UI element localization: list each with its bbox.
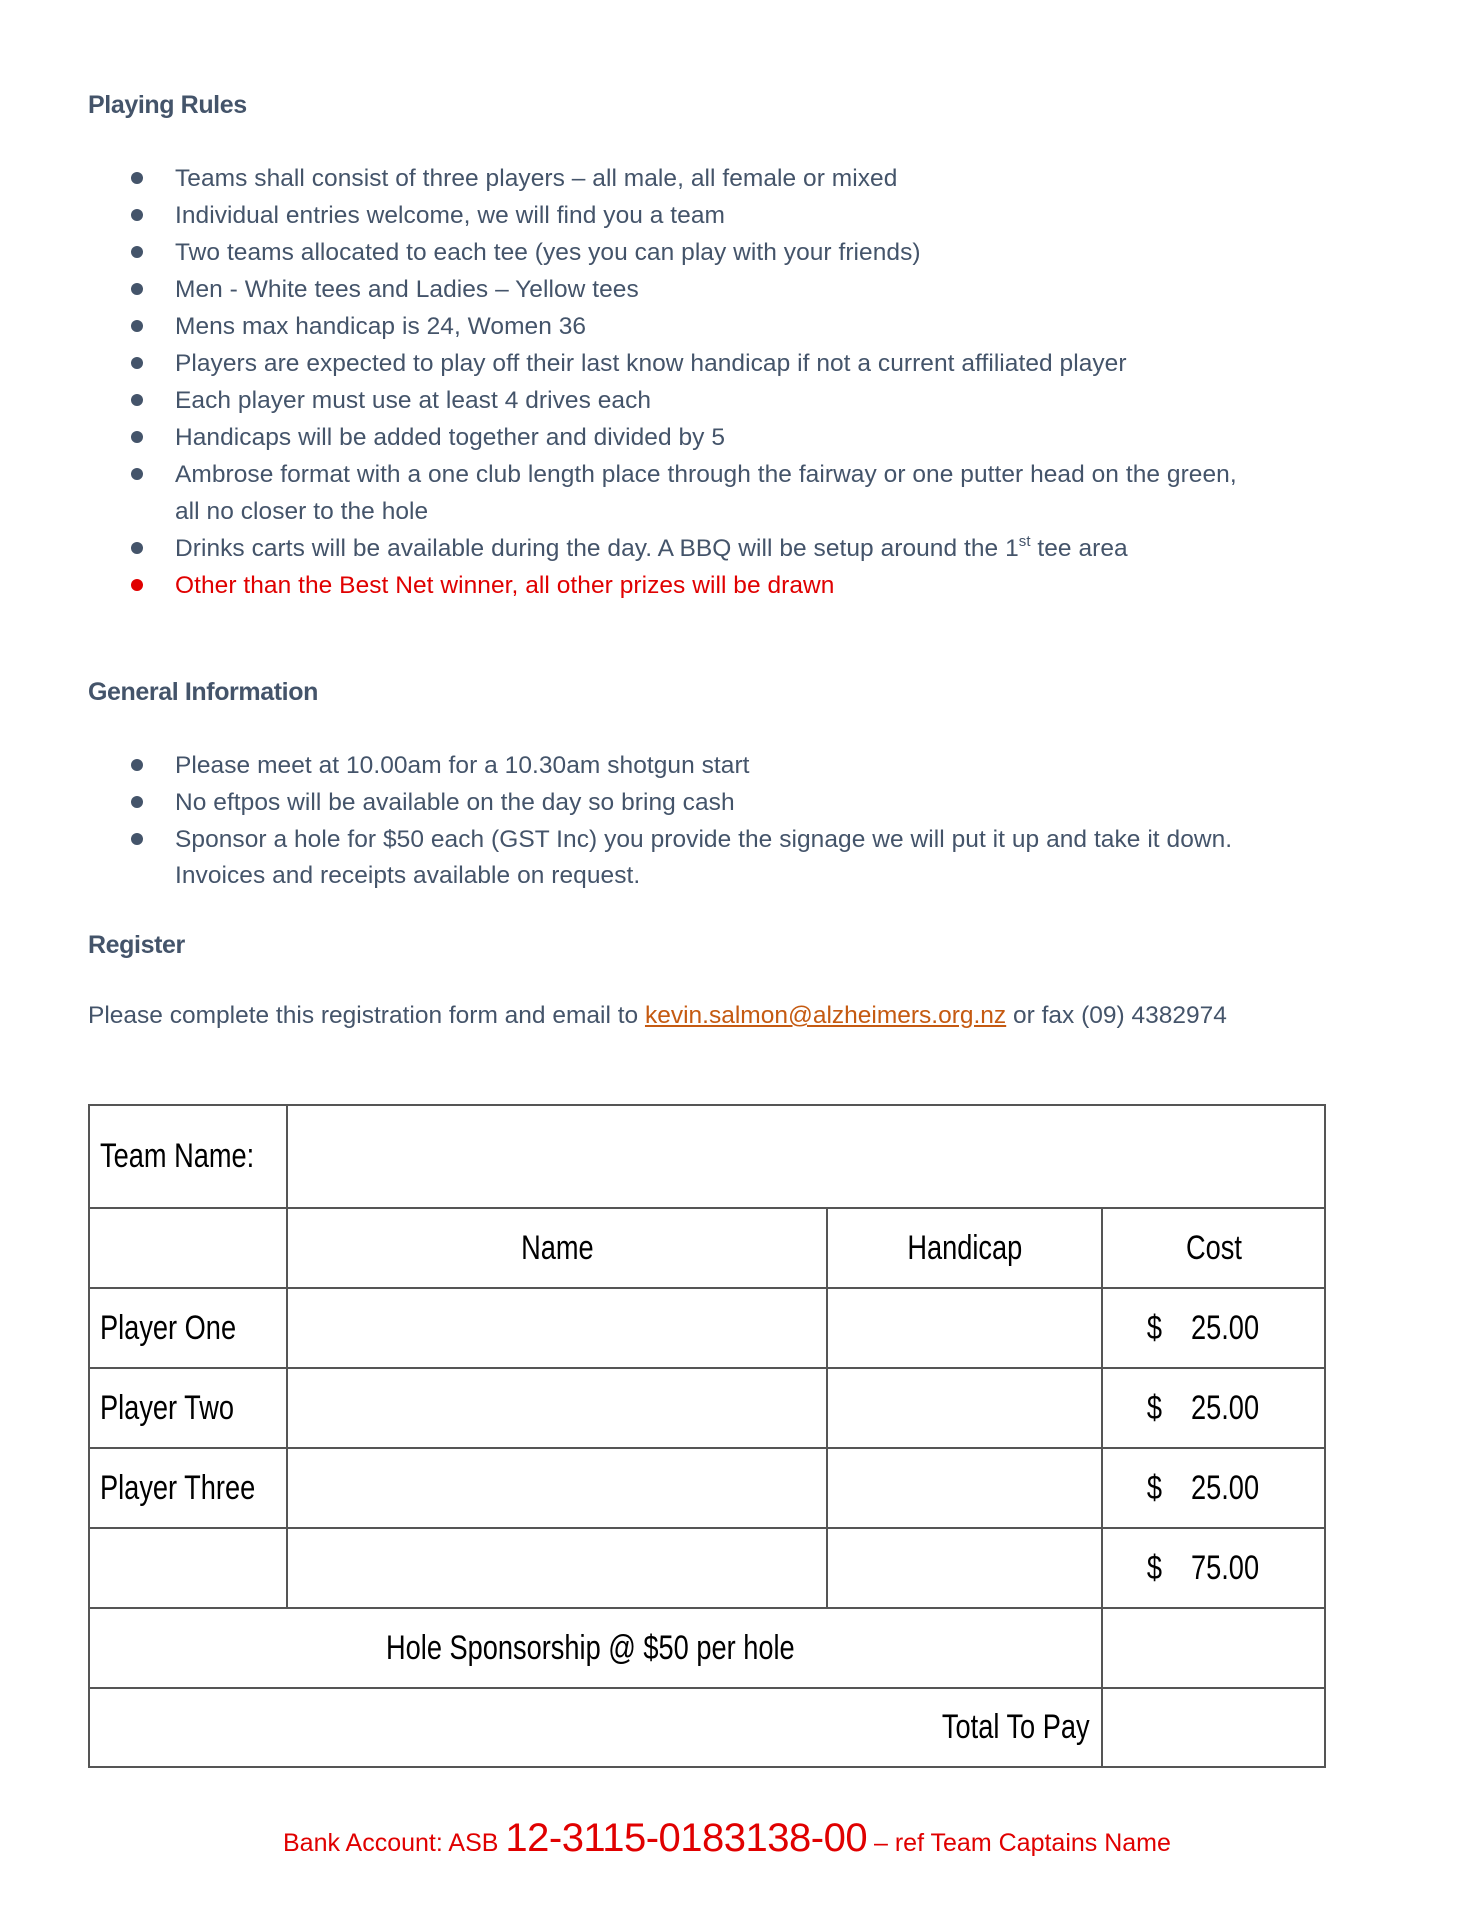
currency-symbol: $ (1146, 1548, 1163, 1587)
player-one-handicap-input[interactable] (828, 1289, 1101, 1367)
currency-symbol: $ (1146, 1308, 1163, 1347)
table-border (88, 1766, 1326, 1768)
rule-text: Other than the Best Net winner, all other prizes will be drawn (175, 572, 835, 599)
info-text: Please meet at 10.00am for a 10.30am shotgun start (175, 752, 750, 779)
bullet-icon (131, 283, 143, 295)
table-border (1324, 1104, 1326, 1768)
currency-symbol: $ (1146, 1388, 1163, 1427)
bank-reference: – ref Team Captains Name (867, 1829, 1171, 1857)
player-two-name-input[interactable] (288, 1369, 826, 1447)
rule-text: Individual entries welcome, we will find you a team (175, 202, 725, 229)
player-one-name-input[interactable] (288, 1289, 826, 1367)
playing-rules-heading: Playing Rules (88, 91, 247, 119)
bullet-icon (131, 246, 143, 258)
bullet-icon (131, 796, 143, 808)
cost-amount: 75.00 (1191, 1548, 1260, 1587)
player-one-label: Player One (100, 1308, 237, 1347)
info-text-continuation: Invoices and receipts available on request. (175, 862, 641, 889)
email-link[interactable]: kevin.salmon@alzheimers.org.nz (644, 1002, 1007, 1029)
cost-amount: 25.00 (1191, 1468, 1260, 1507)
total-to-pay-input[interactable] (1103, 1689, 1324, 1766)
bank-account-line (283, 1810, 1171, 1871)
bullet-icon (131, 833, 143, 845)
rule-text: Men - White tees and Ladies – Yellow tees (175, 276, 639, 303)
column-header-name: Name (520, 1228, 594, 1267)
info-text: No eftpos will be available on the day so bring cash (175, 789, 735, 816)
bullet-icon (131, 320, 143, 332)
rule-text-after: tee area (1030, 535, 1128, 562)
register-intro-text: Please complete this registration form and email to (88, 1002, 645, 1029)
bullet-icon (131, 172, 143, 184)
rule-text: Two teams allocated to each tee (yes you can play with your friends) (175, 239, 921, 266)
rule-text: Mens max handicap is 24, Women 36 (175, 313, 587, 340)
bullet-icon (131, 759, 143, 771)
bullet-icon (131, 542, 143, 554)
column-header-handicap: Handicap (907, 1228, 1022, 1267)
rule-text-continuation: all no closer to the hole (175, 498, 429, 525)
hole-sponsorship-label: Hole Sponsorship @ $50 per hole (386, 1628, 795, 1667)
rule-text-main: Drinks carts will be available during the day. A BBQ will be setup around the 1 (175, 535, 1019, 562)
team-name-input[interactable] (288, 1106, 1324, 1207)
bullet-icon (131, 394, 143, 406)
rule-text (175, 530, 1128, 567)
registration-form-table (88, 1104, 1326, 1768)
bullet-icon (131, 468, 143, 480)
rule-text: Each player must use at least 4 drives each (175, 387, 652, 414)
bank-account-number: 12-3115-0183138-00 (505, 1816, 868, 1860)
rule-text: Handicaps will be added together and divided by 5 (175, 424, 725, 451)
player-three-name-input[interactable] (288, 1449, 826, 1527)
rule-text: Players are expected to play off their last know handicap if not a current affiliated player (175, 350, 1127, 377)
player-two-handicap-input[interactable] (828, 1369, 1101, 1447)
column-header-cost: Cost (1185, 1228, 1242, 1267)
cost-amount: 25.00 (1191, 1388, 1260, 1427)
table-border (88, 1104, 90, 1768)
player-two-label: Player Two (100, 1388, 235, 1427)
rule-text: Teams shall consist of three players – all male, all female or mixed (175, 165, 898, 192)
bullet-icon (131, 579, 143, 591)
player-one-cost (1103, 1289, 1324, 1367)
team-name-label: Team Name: (100, 1137, 255, 1175)
register-heading: Register (88, 931, 185, 959)
bullet-icon (131, 209, 143, 221)
players-subtotal (1103, 1529, 1324, 1607)
bullet-icon (131, 357, 143, 369)
ordinal-superscript: st (1018, 533, 1031, 550)
player-two-cost (1103, 1369, 1324, 1447)
bullet-icon (131, 431, 143, 443)
info-text: Sponsor a hole for $50 each (GST Inc) you provide the signage we will put it up and take it down. (175, 826, 1233, 853)
register-instructions (88, 997, 1227, 1034)
player-three-label: Player Three (100, 1468, 256, 1507)
bank-prefix: Bank Account: ASB (283, 1829, 506, 1857)
cost-amount: 25.00 (1191, 1308, 1260, 1347)
general-information-heading: General Information (88, 678, 318, 706)
player-three-handicap-input[interactable] (828, 1449, 1101, 1527)
hole-sponsorship-input[interactable] (1103, 1609, 1324, 1687)
register-fax-text: or fax (09) 4382974 (1006, 1002, 1227, 1029)
currency-symbol: $ (1146, 1468, 1163, 1507)
subtotal-label-cell (90, 1529, 286, 1607)
player-three-cost (1103, 1449, 1324, 1527)
subtotal-handicap-cell (828, 1529, 1101, 1607)
rule-text: Ambrose format with a one club length place through the fairway or one putter head on the green, (175, 461, 1237, 488)
subtotal-name-cell (288, 1529, 826, 1607)
total-to-pay-label: Total To Pay (942, 1708, 1090, 1746)
